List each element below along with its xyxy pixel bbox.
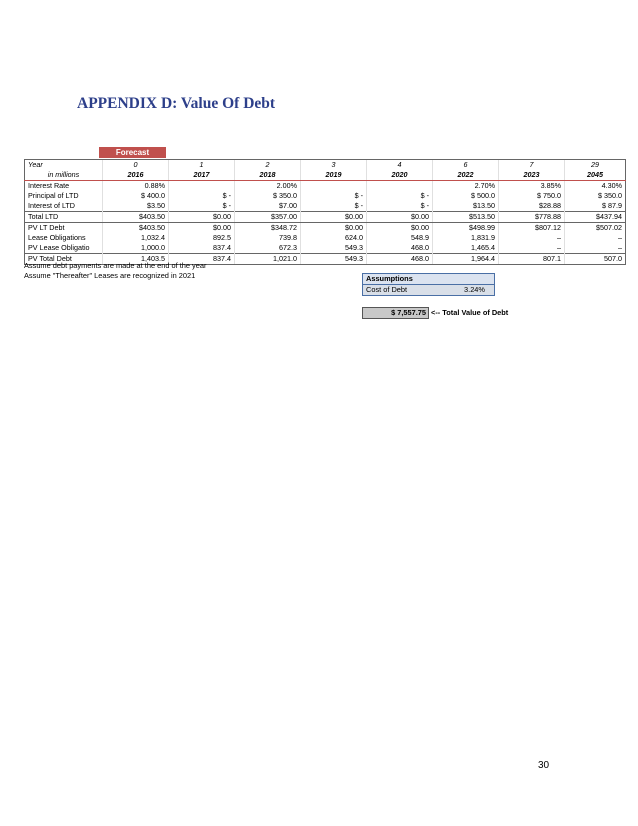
table-cell: $ 350.0 [565, 191, 626, 201]
table-row [25, 223, 626, 234]
table-cell: 624.0 [301, 233, 367, 243]
table-cell: $778.88 [499, 212, 565, 223]
table-cell: 507.0 [565, 254, 626, 265]
table-cell: $507.02 [565, 223, 626, 234]
table-cell: $0.00 [367, 212, 433, 223]
year-header-cell: 2018 [235, 170, 301, 181]
table-cell: 2.70% [433, 181, 499, 192]
table-cell: 672.3 [235, 243, 301, 254]
note-line: Assume debt payments are made at the end of the year [24, 261, 207, 270]
table-cell: $ - [301, 191, 367, 201]
table-cell: $ 750.0 [499, 191, 565, 201]
note-line: Assume "Thereafter" Leases are recognized in 2021 [24, 271, 196, 280]
table-cell: $ - [367, 201, 433, 212]
table-cell: $403.50 [103, 212, 169, 223]
row-label: Total LTD [25, 212, 103, 223]
table-row [25, 243, 626, 254]
row-label: Year [25, 160, 103, 171]
row-label: Interest of LTD [25, 201, 103, 212]
total-value-amount: $ 7,557.75 [362, 307, 429, 319]
page-number: 30 [538, 760, 550, 771]
table-cell: $513.50 [433, 212, 499, 223]
notes [24, 261, 206, 281]
table-row [25, 233, 626, 243]
table-cell: 1,000.0 [103, 243, 169, 254]
year-index-cell: 0 [103, 160, 169, 171]
year-index-cell: 7 [499, 160, 565, 171]
year-index-cell: 1 [169, 160, 235, 171]
table-cell [367, 181, 433, 192]
table-cell: – [565, 233, 626, 243]
year-index-cell: 6 [433, 160, 499, 171]
row-label: PV Total Debt [25, 254, 103, 265]
row-label: in millions [25, 170, 103, 181]
table-cell: 1,465.4 [433, 243, 499, 254]
year-header-cell: 2016 [103, 170, 169, 181]
table-cell: $0.00 [301, 223, 367, 234]
table-cell: 892.5 [169, 233, 235, 243]
table-cell: 1,964.4 [433, 254, 499, 265]
table-cell: $ - [367, 191, 433, 201]
assumptions-header: Assumptions [363, 274, 494, 285]
table-cell: $ 400.0 [103, 191, 169, 201]
row-label: Interest Rate [25, 181, 103, 192]
table-row [25, 212, 626, 223]
year-index-cell: 29 [565, 160, 626, 171]
table-cell: $ - [169, 201, 235, 212]
table-cell: 468.0 [367, 254, 433, 265]
table-cell: 3.85% [499, 181, 565, 192]
year-header-cell: 2019 [301, 170, 367, 181]
table-cell: $28.88 [499, 201, 565, 212]
table-cell: $0.00 [367, 223, 433, 234]
table-cell: $ 350.0 [235, 191, 301, 201]
row-label: Lease Obligations [25, 233, 103, 243]
table-cell: $403.50 [103, 223, 169, 234]
table-cell: $0.00 [301, 212, 367, 223]
table-cell: $498.99 [433, 223, 499, 234]
table-cell: 549.3 [301, 254, 367, 265]
table-cell: $ - [169, 191, 235, 201]
year-header-cell: 2017 [169, 170, 235, 181]
forecast-badge: Forecast [99, 147, 166, 158]
row-label: Principal of LTD [25, 191, 103, 201]
table-cell: 1,831.9 [433, 233, 499, 243]
table-cell: $807.12 [499, 223, 565, 234]
table-cell: 1,403.5 [103, 254, 169, 265]
table-cell: – [499, 243, 565, 254]
table-cell: $348.72 [235, 223, 301, 234]
year-header-row [25, 170, 626, 181]
row-label: PV Lease Obligatio [25, 243, 103, 254]
table-row [25, 191, 626, 201]
table-cell: 4.30% [565, 181, 626, 192]
table-cell: 739.8 [235, 233, 301, 243]
table-cell: 807.1 [499, 254, 565, 265]
table-cell: – [499, 233, 565, 243]
table-cell: 548.9 [367, 233, 433, 243]
table-row [25, 201, 626, 212]
assumptions-box [362, 273, 495, 296]
table-cell: 1,021.0 [235, 254, 301, 265]
table-cell: 837.4 [169, 243, 235, 254]
table-cell: 1,032.4 [103, 233, 169, 243]
table-cell [301, 181, 367, 192]
table-cell: 0.88% [103, 181, 169, 192]
page-title: APPENDIX D: Value Of Debt [77, 95, 276, 112]
table-cell: $7.00 [235, 201, 301, 212]
table-cell: $13.50 [433, 201, 499, 212]
table-row [25, 181, 626, 192]
year-index-cell: 3 [301, 160, 367, 171]
table-cell: $ 500.0 [433, 191, 499, 201]
row-label: PV LT Debt [25, 223, 103, 234]
table-cell [169, 181, 235, 192]
year-header-cell: 2022 [433, 170, 499, 181]
table-cell: $437.94 [565, 212, 626, 223]
year-index-cell: 2 [235, 160, 301, 171]
table-cell: 2.00% [235, 181, 301, 192]
table-cell: $ - [301, 201, 367, 212]
cost-of-debt-label: Cost of Debt [366, 285, 408, 294]
year-index-cell: 4 [367, 160, 433, 171]
year-header-cell: 2020 [367, 170, 433, 181]
table-cell: 549.3 [301, 243, 367, 254]
table-cell: $ 87.9 [565, 201, 626, 212]
table-cell: – [565, 243, 626, 254]
table-cell: 837.4 [169, 254, 235, 265]
year-header-cell: 2023 [499, 170, 565, 181]
table-cell: $0.00 [169, 212, 235, 223]
table-cell: $3.50 [103, 201, 169, 212]
debt-table [24, 159, 626, 265]
year-index-row [25, 160, 626, 171]
table-cell: 468.0 [367, 243, 433, 254]
total-value-label: <-- Total Value of Debt [431, 308, 509, 317]
year-header-cell: 2045 [565, 170, 626, 181]
cost-of-debt-value: 3.24% [464, 285, 485, 294]
cost-of-debt-row [363, 285, 494, 295]
table-cell: $0.00 [169, 223, 235, 234]
table-cell: $357.00 [235, 212, 301, 223]
